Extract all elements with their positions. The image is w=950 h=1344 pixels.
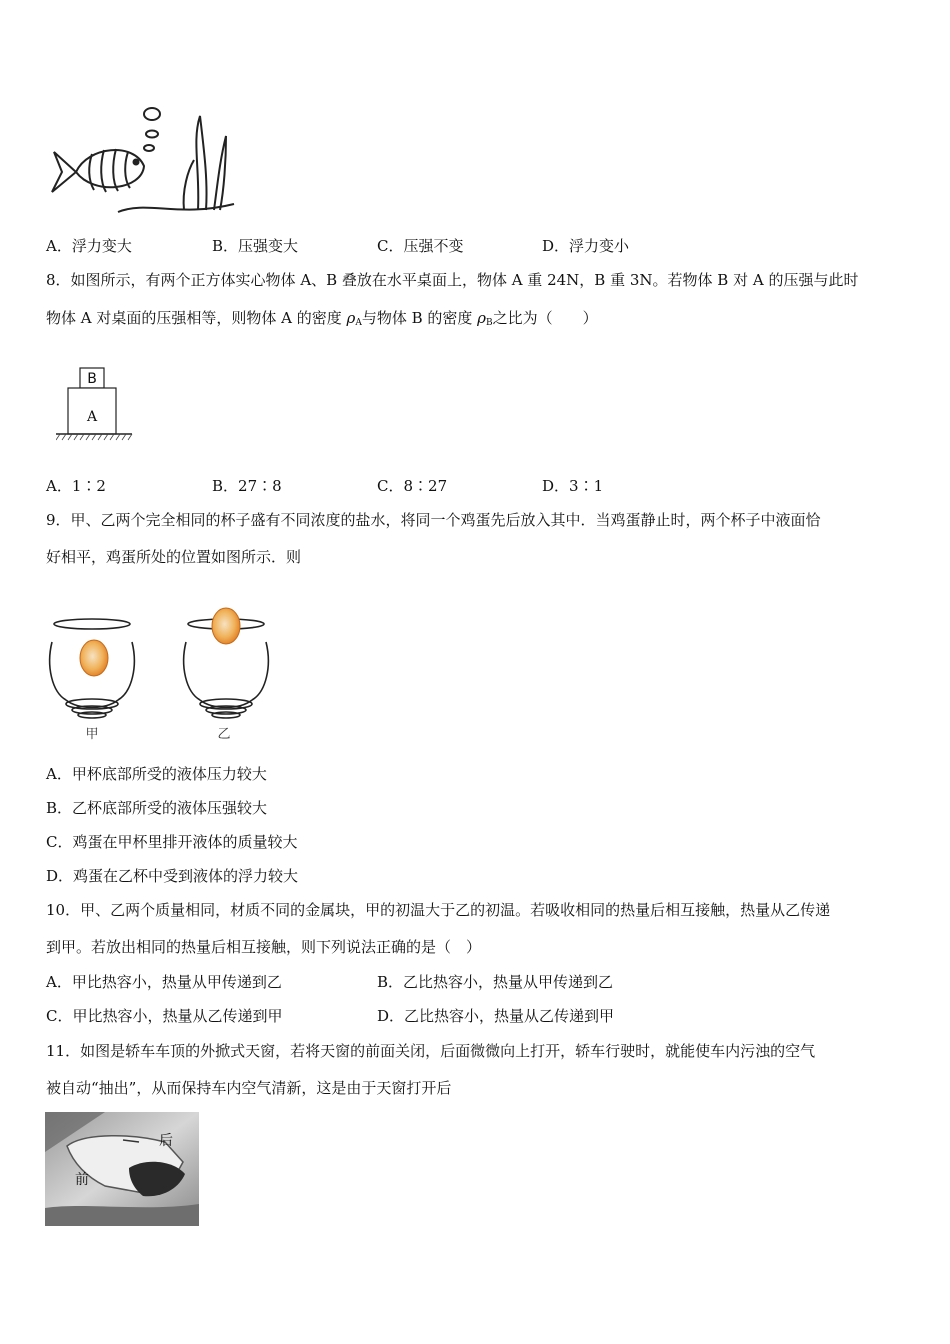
cup-label-yi: 乙 — [217, 727, 231, 742]
egg-in-jia — [80, 640, 108, 676]
q10-option-d[interactable]: D．乙比热容小，热量从乙传递到甲 — [377, 1007, 615, 1025]
sunroof-photo — [45, 1112, 199, 1226]
stacked-blocks-figure — [56, 366, 136, 446]
egg-in-yi — [212, 608, 240, 644]
q9-option-a[interactable]: A．甲杯底部所受的液体压力较大 — [46, 765, 267, 783]
q10-stem-line1: 10．甲、乙两个质量相同，材质不同的金属块，甲的初温大于乙的初温。若吸收相同的热量后相互接触，热量从乙传递 — [46, 901, 831, 919]
q10-option-b[interactable]: B．乙比热容小，热量从甲传递到乙 — [377, 973, 614, 991]
fish-tail — [52, 152, 76, 192]
q9-stem-line1: 9．甲、乙两个完全相同的杯子盛有不同浓度的盐水，将同一个鸡蛋先后放入其中．当鸡蛋静止时，两个杯子中液面恰 — [46, 511, 821, 529]
block-a-label: A — [86, 409, 98, 425]
q10-option-a[interactable]: A．甲比热容小，热量从甲传递到乙 — [46, 973, 282, 991]
q11-stem-line1: 11．如图是轿车车顶的外掀式天窗，若将天窗的前面关闭，后面微微向上打开，轿车行驶时，就能使车内污浊的空气 — [46, 1042, 816, 1060]
q7-option-c[interactable]: C．压强不变 — [377, 237, 464, 255]
fish-body — [76, 150, 144, 187]
q7-option-d[interactable]: D．浮力变小 — [542, 237, 630, 255]
q9-stem-line2: 好相平，鸡蛋所处的位置如图所示．则 — [46, 548, 302, 566]
ground-line — [118, 204, 234, 212]
fish-figure — [48, 100, 238, 222]
fish-eye — [134, 160, 139, 165]
q8-stem-line2: 物体 A 对桌面的压强相等，则物体 A 的密度 $\rho_A$与物体 B 的密度 $\rho_B$之比为（ ） — [46, 309, 598, 328]
q9-option-c[interactable]: C．鸡蛋在甲杯里排开液体的质量较大 — [46, 833, 298, 851]
bubble-large — [144, 108, 160, 120]
photo-label-front: 前 — [75, 1172, 89, 1188]
q8-option-c[interactable]: C．8∶27 — [377, 477, 448, 495]
q8-option-a[interactable]: A．1∶2 — [46, 477, 106, 495]
photo-label-back: 后 — [159, 1133, 173, 1149]
q7-option-b[interactable]: B．压强变大 — [212, 237, 299, 255]
bubble-medium — [146, 131, 158, 138]
q10-stem-line2: 到甲。若放出相同的热量后相互接触，则下列说法正确的是（ ） — [46, 938, 482, 956]
q9-option-d[interactable]: D．鸡蛋在乙杯中受到液体的浮力较大 — [46, 867, 299, 885]
q11-stem-line2: 被自动“抽出”，从而保持车内空气清新，这是由于天窗打开后 — [46, 1079, 452, 1097]
block-b-label: B — [87, 371, 97, 387]
seaweed — [196, 116, 206, 210]
q9-option-b[interactable]: B．乙杯底部所受的液体压强较大 — [46, 799, 268, 817]
egg-cups-figure — [44, 596, 284, 742]
q10-option-c[interactable]: C．甲比热容小，热量从乙传递到甲 — [46, 1007, 283, 1025]
q8-option-d[interactable]: D．3∶1 — [542, 477, 604, 495]
cup-label-jia: 甲 — [85, 727, 99, 742]
q8-stem-line1: 8．如图所示，有两个正方体实心物体 A、B 叠放在水平桌面上，物体 A 重 24N，B 重 3N。若物体 B 对 A 的压强与此时 — [46, 271, 859, 289]
q7-option-a[interactable]: A．浮力变大 — [46, 237, 132, 255]
q8-option-b[interactable]: B．27∶8 — [212, 477, 282, 495]
bubble-small — [144, 145, 154, 151]
